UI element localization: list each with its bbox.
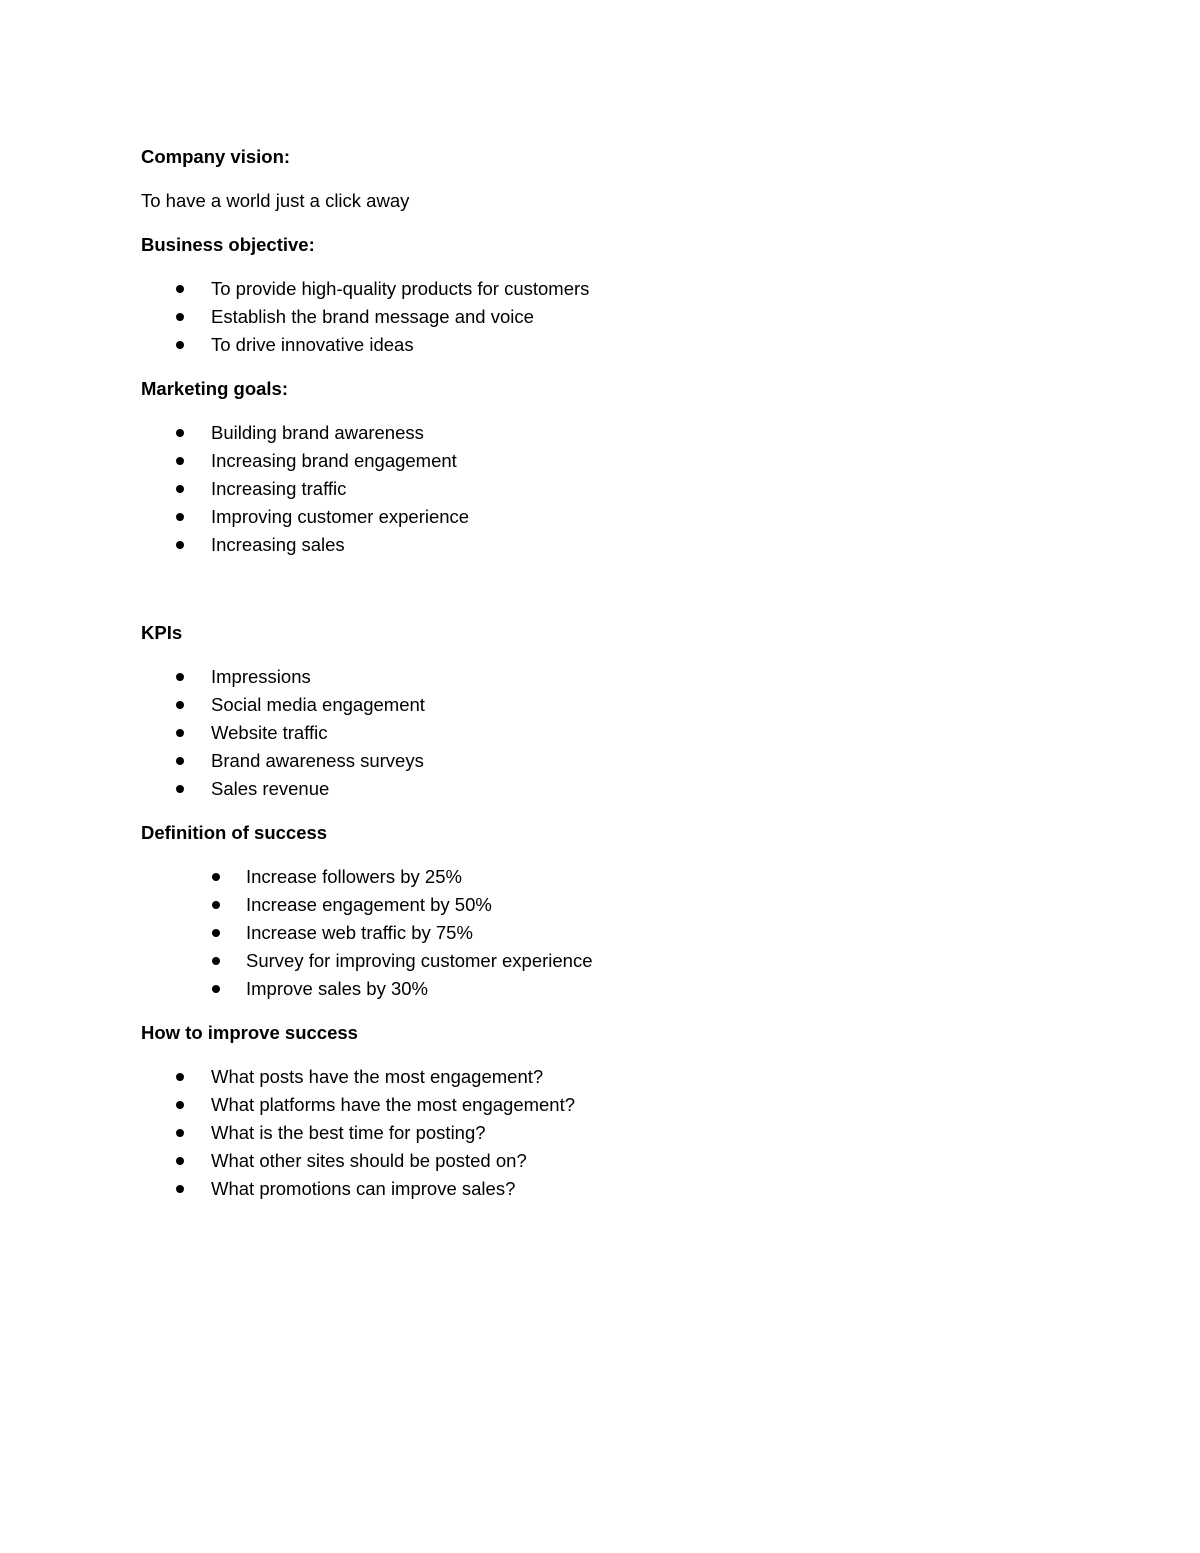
- list-item: [141, 331, 1041, 359]
- list-item-text: Sales revenue: [211, 778, 330, 799]
- business-objective-heading: Business objective:: [141, 234, 315, 255]
- business-objective-list: [141, 275, 1041, 359]
- list-item: [141, 947, 1041, 975]
- list-item-text: Building brand awareness: [211, 422, 424, 443]
- list-item-text: Improve sales by 30%: [246, 978, 429, 999]
- list-item-text: Increasing sales: [211, 534, 345, 555]
- list-item: [141, 1119, 1041, 1147]
- list-item: [141, 419, 1041, 447]
- bullet-icon: [212, 985, 220, 993]
- bullet-icon: [212, 873, 220, 881]
- list-item: [141, 747, 1041, 775]
- kpis-list: [141, 663, 1041, 803]
- list-item: [141, 1091, 1041, 1119]
- list-item: [141, 503, 1041, 531]
- bullet-icon: [176, 785, 184, 793]
- bullet-icon: [176, 1185, 184, 1193]
- bullet-icon: [176, 341, 184, 349]
- list-item-text: Survey for improving customer experience: [246, 950, 593, 971]
- list-item-text: What promotions can improve sales?: [211, 1178, 516, 1199]
- vision-text: To have a world just a click away: [141, 190, 410, 211]
- bullet-icon: [176, 313, 184, 321]
- bullet-icon: [176, 285, 184, 293]
- definition-of-success-list: [141, 863, 1041, 1003]
- definition-of-success-heading: Definition of success: [141, 822, 328, 843]
- marketing-goals-heading: Marketing goals:: [141, 378, 288, 399]
- vision-heading: Company vision:: [141, 146, 291, 167]
- list-item-text: Improving customer experience: [211, 506, 470, 527]
- list-item: [141, 475, 1041, 503]
- list-item: [141, 691, 1041, 719]
- list-item: [141, 303, 1041, 331]
- list-item-text: Website traffic: [211, 722, 328, 743]
- how-to-improve-list: [141, 1063, 1041, 1203]
- list-item-text: To drive innovative ideas: [211, 334, 414, 355]
- list-item-text: Establish the brand message and voice: [211, 306, 534, 327]
- kpis-heading: KPIs: [141, 622, 183, 643]
- list-item-text: To provide high-quality products for customers: [211, 278, 590, 299]
- bullet-icon: [176, 1129, 184, 1137]
- list-item: [141, 1147, 1041, 1175]
- list-item: [141, 663, 1041, 691]
- list-item: [141, 775, 1041, 803]
- list-item: [141, 275, 1041, 303]
- blank-line: [141, 575, 1041, 619]
- bullet-icon: [212, 929, 220, 937]
- list-item-text: Increase web traffic by 75%: [246, 922, 473, 943]
- marketing-goals-list: [141, 419, 1041, 559]
- list-item-text: Increasing brand engagement: [211, 450, 457, 471]
- list-item: [141, 863, 1041, 891]
- list-item: [141, 919, 1041, 947]
- bullet-icon: [176, 513, 184, 521]
- bullet-icon: [176, 1157, 184, 1165]
- bullet-icon: [176, 1073, 184, 1081]
- list-item-text: What posts have the most engagement?: [211, 1066, 544, 1087]
- list-item-text: Impressions: [211, 666, 311, 687]
- bullet-icon: [176, 701, 184, 709]
- bullet-icon: [176, 673, 184, 681]
- list-item: [141, 975, 1041, 1003]
- list-item-text: What is the best time for posting?: [211, 1122, 486, 1143]
- bullet-icon: [176, 729, 184, 737]
- list-item: [141, 719, 1041, 747]
- list-item-text: Brand awareness surveys: [211, 750, 424, 771]
- bullet-icon: [176, 457, 184, 465]
- bullet-icon: [176, 757, 184, 765]
- bullet-icon: [176, 485, 184, 493]
- list-item-text: Increase engagement by 50%: [246, 894, 492, 915]
- bullet-icon: [212, 957, 220, 965]
- list-item-text: Increase followers by 25%: [246, 866, 462, 887]
- how-to-improve-heading: How to improve success: [141, 1022, 358, 1043]
- list-item-text: Social media engagement: [211, 694, 425, 715]
- bullet-icon: [176, 1101, 184, 1109]
- list-item-text: What other sites should be posted on?: [211, 1150, 527, 1171]
- bullet-icon: [212, 901, 220, 909]
- document-content: [141, 143, 1041, 1219]
- list-item: [141, 1175, 1041, 1203]
- bullet-icon: [176, 541, 184, 549]
- list-item: [141, 447, 1041, 475]
- list-item: [141, 1063, 1041, 1091]
- list-item: [141, 531, 1041, 559]
- list-item-text: What platforms have the most engagement?: [211, 1094, 576, 1115]
- list-item-text: Increasing traffic: [211, 478, 347, 499]
- bullet-icon: [176, 429, 184, 437]
- list-item: [141, 891, 1041, 919]
